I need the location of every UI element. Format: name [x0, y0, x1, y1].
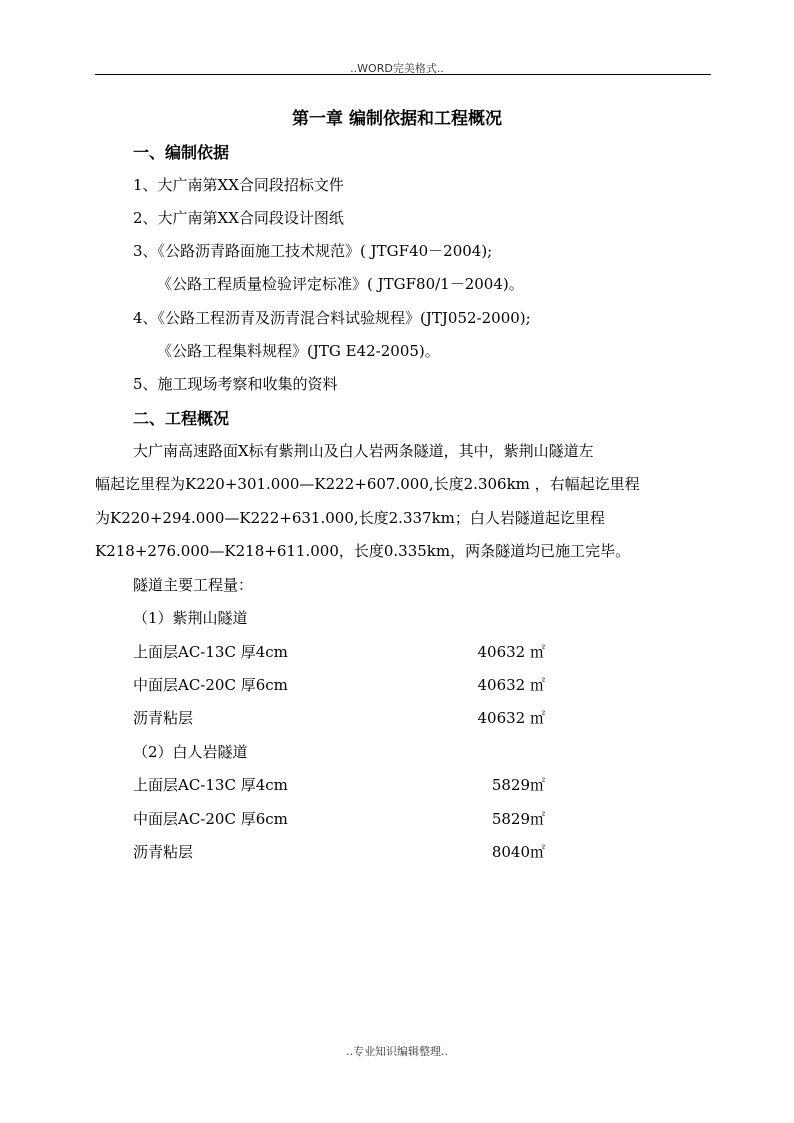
basis-item: 《公路工程集料规程》(JTG E42-2005)。 — [157, 342, 440, 360]
basis-item: 3、《公路沥青路面施工技术规范》( JTGF40－2004); — [133, 242, 493, 260]
quantity-value: 8040㎡ — [491, 843, 545, 861]
overview-paragraph-line: 大广南高速路面X标有紫荆山及白人岩两条隧道，其中，紫荆山隧道左 — [133, 442, 594, 460]
quantity-item: 沥青粘层 — [133, 709, 194, 727]
page-header: ..WORD完美格式.. — [350, 62, 444, 75]
overview-paragraph-line: 为K220+294.000—K222+631.000,长度2.337km；白人岩隧道起讫里程 — [95, 509, 605, 527]
quantity-item: 沥青粘层 — [133, 843, 194, 861]
quantity-item: 上面层AC-13C 厚4cm — [133, 776, 288, 794]
basis-item: 2、大广南第XX合同段设计图纸 — [133, 209, 344, 227]
overview-paragraph-line: K218+276.000—K218+611.000，长度0.335km，两条隧道均已施工完毕。 — [95, 542, 631, 560]
quantity-value: 40632 ㎡ — [477, 709, 545, 727]
quantity-item: 中面层AC-20C 厚6cm — [133, 676, 288, 694]
chapter-title: 第一章 编制依据和工程概况 — [292, 109, 502, 129]
header-rule — [95, 74, 711, 75]
basis-item: 5、施工现场考察和收集的资料 — [133, 375, 338, 393]
section-heading-basis: 一、编制依据 — [133, 143, 230, 162]
quantity-value: 5829㎡ — [491, 810, 545, 828]
quantity-item: 上面层AC-13C 厚4cm — [133, 643, 288, 661]
quantity-value: 40632 ㎡ — [477, 676, 545, 694]
quantity-value: 5829㎡ — [491, 776, 545, 794]
basis-item: 《公路工程质量检验评定标准》( JTGF80/1－2004)。 — [157, 275, 524, 293]
tunnel-name: （2）白人岩隧道 — [133, 743, 248, 761]
tunnel-name: （1）紫荆山隧道 — [133, 609, 248, 627]
page-footer: ..专业知识编辑整理.. — [346, 1045, 448, 1058]
quantities-title: 隧道主要工程量： — [133, 576, 254, 594]
quantity-item: 中面层AC-20C 厚6cm — [133, 810, 288, 828]
basis-item: 1、大广南第XX合同段招标文件 — [133, 176, 344, 194]
section-heading-overview: 二、工程概况 — [133, 409, 230, 428]
overview-paragraph-line: 幅起讫里程为K220+301.000—K222+607.000,长度2.306km ，右幅起讫里程 — [95, 475, 640, 493]
quantity-value: 40632 ㎡ — [477, 643, 545, 661]
basis-item: 4、《公路工程沥青及沥青混合料试验规程》(JTJ052-2000); — [133, 309, 531, 327]
